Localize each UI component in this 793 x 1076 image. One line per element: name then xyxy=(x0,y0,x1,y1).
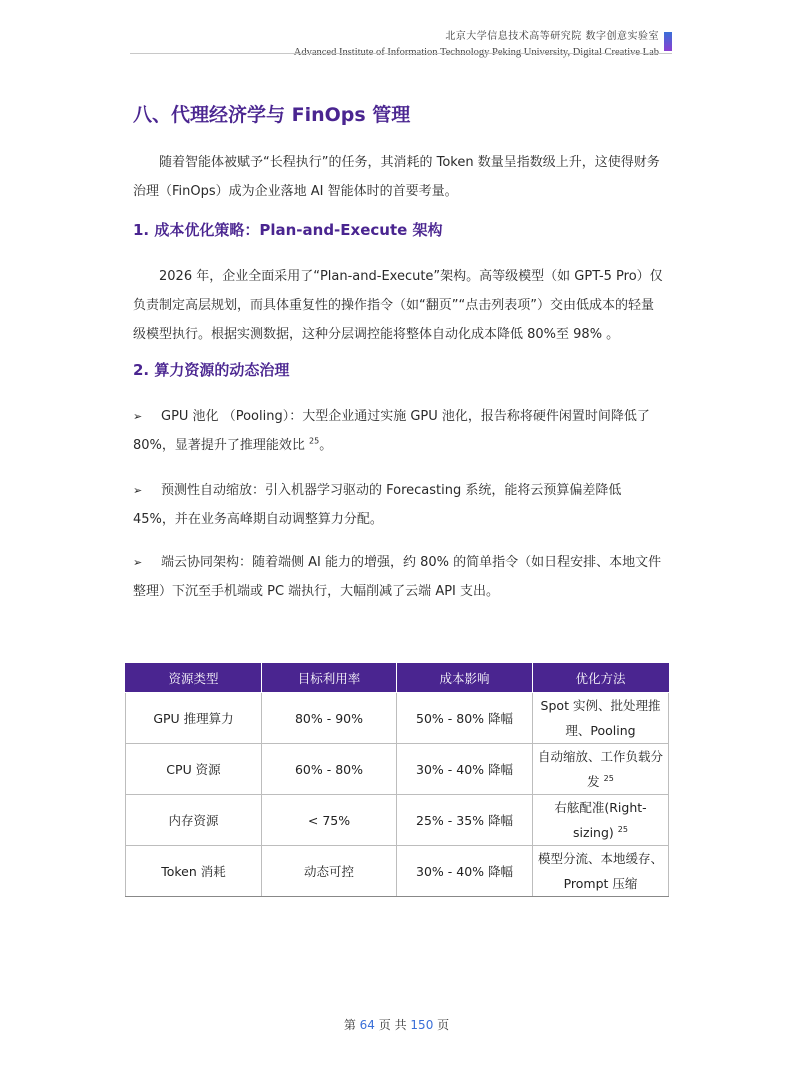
header-optimization-method: 优化方法 xyxy=(533,664,669,693)
header-target-utilization: 目标利用率 xyxy=(262,664,397,693)
cell-method xyxy=(533,744,669,795)
table-header-row xyxy=(126,664,669,693)
page-footer xyxy=(0,1016,793,1033)
citation-ref: 25 xyxy=(617,824,628,834)
cell-impact: 25% - 35% 降幅 xyxy=(397,795,533,846)
cell-resource-type: 内存资源 xyxy=(126,795,262,846)
bullet-text: 端云协同架构：随着端侧 AI 能力的增强，约 80% 的简单指令（如日程安排、本地文件整理）下沉至手机端或 PC 端执行，大幅削减了云端 API 支出。 xyxy=(133,555,662,599)
bullet-arrow-icon: ➢ xyxy=(133,484,143,497)
cell-impact: 30% - 40% 降幅 xyxy=(397,744,533,795)
cell-impact: 50% - 80% 降幅 xyxy=(397,693,533,744)
footer-middle: 页 共 xyxy=(378,1018,407,1032)
header-accent-bar xyxy=(664,32,672,51)
cell-target: 60% - 80% xyxy=(262,744,397,795)
current-page-number: 64 xyxy=(359,1018,375,1032)
table-row xyxy=(126,795,669,846)
cell-method xyxy=(533,846,669,897)
total-page-number: 150 xyxy=(410,1018,434,1032)
cell-impact: 30% - 40% 降幅 xyxy=(397,846,533,897)
bullet-text: GPU 池化 （Pooling）：大型企业通过实施 GPU 池化，报告称将硬件闲置时间降低了 80%，显著提升了推理能效比 xyxy=(133,409,650,453)
bullet-item-edge-cloud xyxy=(133,548,665,606)
cell-resource-type: CPU 资源 xyxy=(126,744,262,795)
cell-method xyxy=(533,795,669,846)
cell-resource-type: GPU 推理算力 xyxy=(126,693,262,744)
header-cost-impact: 成本影响 xyxy=(397,664,533,693)
subsection-1-paragraph: 2026 年，企业全面采用了“Plan-and-Execute”架构。高等级模型（如 GPT-5 Pro）仅负责制定高层规划，而具体重复性的操作指令（如“翻页”“点击列表项”）交由低成本的轻量级模型执行。根据实测数据，这种分层调控能将整体自动化成本降低 80%至 98% 。 xyxy=(133,269,663,342)
bullet-tail: 。 xyxy=(319,438,333,453)
footer-suffix: 页 xyxy=(437,1018,450,1032)
subsection-2-title: 2. 算力资源的动态治理 xyxy=(133,361,290,379)
cell-method xyxy=(533,693,669,744)
cell-target: 动态可控 xyxy=(262,846,397,897)
method-text: 模型分流、本地缓存、Prompt 压缩 xyxy=(537,851,663,891)
method-text: 右舷配准(Right-sizing) xyxy=(554,800,647,840)
header-resource-type: 资源类型 xyxy=(126,664,262,693)
page-header xyxy=(294,30,659,59)
subsection-1-title: 1. 成本优化策略：Plan-and-Execute 架构 xyxy=(133,221,443,239)
institute-name-cn: 北京大学信息技术高等研究院 数字创意实验室 xyxy=(445,31,659,42)
cell-target: 80% - 90% xyxy=(262,693,397,744)
header-divider xyxy=(130,53,672,54)
citation-ref: 25 xyxy=(603,773,614,783)
method-text: Spot 实例、批处理推理、Pooling xyxy=(540,698,661,738)
section-title: 八、代理经济学与 FinOps 管理 xyxy=(133,104,411,126)
bullet-item-gpu-pooling xyxy=(133,402,665,460)
bullet-arrow-icon: ➢ xyxy=(133,556,143,569)
table-row xyxy=(126,693,669,744)
cell-resource-type: Token 消耗 xyxy=(126,846,262,897)
bullet-item-autoscaling xyxy=(133,476,665,534)
table-row xyxy=(126,744,669,795)
citation-ref: 25 xyxy=(309,436,320,446)
cell-target: < 75% xyxy=(262,795,397,846)
table-row xyxy=(126,846,669,897)
footer-prefix: 第 xyxy=(343,1018,356,1032)
intro-paragraph: 随着智能体被赋予“长程执行”的任务，其消耗的 Token 数量呈指数级上升，这使得财务治理（FinOps）成为企业落地 AI 智能体时的首要考量。 xyxy=(133,155,660,199)
bullet-text: 预测性自动缩放：引入机器学习驱动的 Forecasting 系统，能将云预算偏差降低 45%，并在业务高峰期自动调整算力分配。 xyxy=(133,483,622,527)
resource-table xyxy=(125,663,669,897)
bullet-arrow-icon: ➢ xyxy=(133,410,143,423)
method-text: 自动缩放、工作负载分发 xyxy=(537,749,663,789)
